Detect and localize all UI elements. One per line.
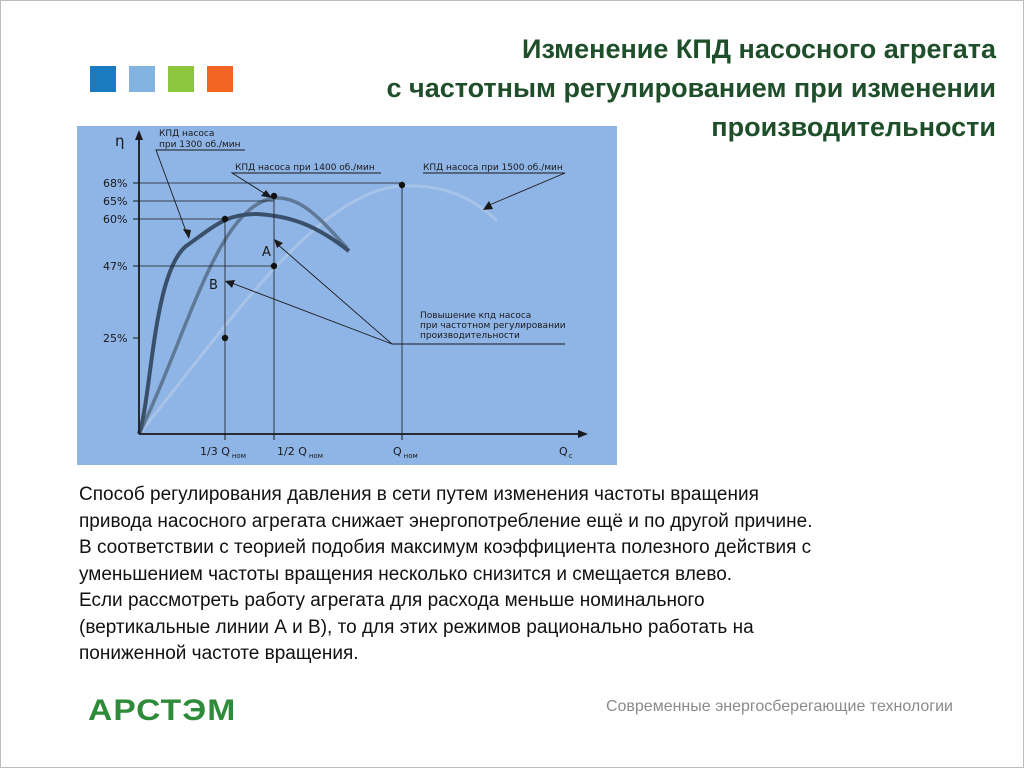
accent-square-light-blue: [129, 66, 155, 92]
annotation-1400: КПД насоса при 1400 об./мин: [235, 163, 375, 173]
accent-square-orange: [207, 66, 233, 92]
y-tick-label: 65%: [103, 195, 128, 208]
body-line: В соответствии с теорией подобия максимум коэффициента полезного действия с: [79, 537, 812, 558]
y-tick-label: 68%: [103, 177, 128, 190]
title-line: Изменение КПД насосного агрегата: [522, 34, 996, 64]
y-tick-label: 47%: [103, 260, 128, 273]
label-b: В: [209, 278, 218, 293]
y-axis-symbol: η: [115, 132, 125, 150]
x-tick-label-nom: Q $_{ном}$: [393, 445, 418, 460]
point-47: [271, 263, 277, 269]
annotation-1300-line2: при 1300 об./мин: [159, 140, 241, 150]
annotation-1300-line1: КПД насоса: [159, 129, 215, 139]
body-line: уменьшением частоты вращения несколько снизится и смещается влево.: [79, 563, 733, 585]
efficiency-chart: [77, 126, 617, 465]
accent-square-blue: [90, 66, 116, 92]
accent-square-green: [168, 66, 194, 92]
body-line: Если рассмотреть работу агрегата для расхода меньше номинального: [79, 590, 705, 611]
x-tick-label-half: 1/2 Q $_{ном}$: [277, 445, 323, 460]
annotation-1500: КПД насоса при 1500 об./мин: [423, 163, 563, 173]
body-line: (вертикальные линии А и В), то для этих режимов рационально работать на: [79, 616, 754, 638]
footer-tagline: Современные энергосберегающие технологии: [605, 698, 953, 715]
point-25: [222, 335, 228, 341]
y-tick-label: 60%: [103, 213, 128, 226]
accent-squares: [90, 66, 233, 92]
point-max-1400: [271, 193, 277, 199]
annotation-gain-line2: при частотном регулировании: [420, 321, 566, 331]
company-logo: АРСТЭМ: [88, 694, 237, 727]
point-60: [222, 216, 228, 222]
body-line: привода насосного агрегата снижает энергопотребление ещё и по другой причине.: [79, 510, 813, 532]
y-tick-label: 25%: [103, 332, 128, 345]
x-tick-label-third: 1/3 Q $_{ном}$: [200, 445, 246, 460]
point-max-1500: [399, 182, 405, 188]
body-paragraph: [79, 482, 979, 668]
body-line: пониженной частоте вращения.: [79, 643, 359, 664]
label-a: А: [262, 245, 271, 260]
body-line: Способ регулирования давления в сети путем изменения частоты вращения: [79, 484, 759, 505]
title-line: с частотным регулированием при изменении: [386, 73, 996, 103]
efficiency-chart-svg: [77, 126, 617, 465]
annotation-gain-line1: Повышение кпд насоса: [420, 311, 532, 321]
chart-background: [77, 126, 617, 465]
title-line: производительности: [711, 112, 996, 142]
annotation-gain-line3: производительности: [420, 331, 520, 341]
x-axis-label: $Q_с$: [559, 445, 573, 460]
